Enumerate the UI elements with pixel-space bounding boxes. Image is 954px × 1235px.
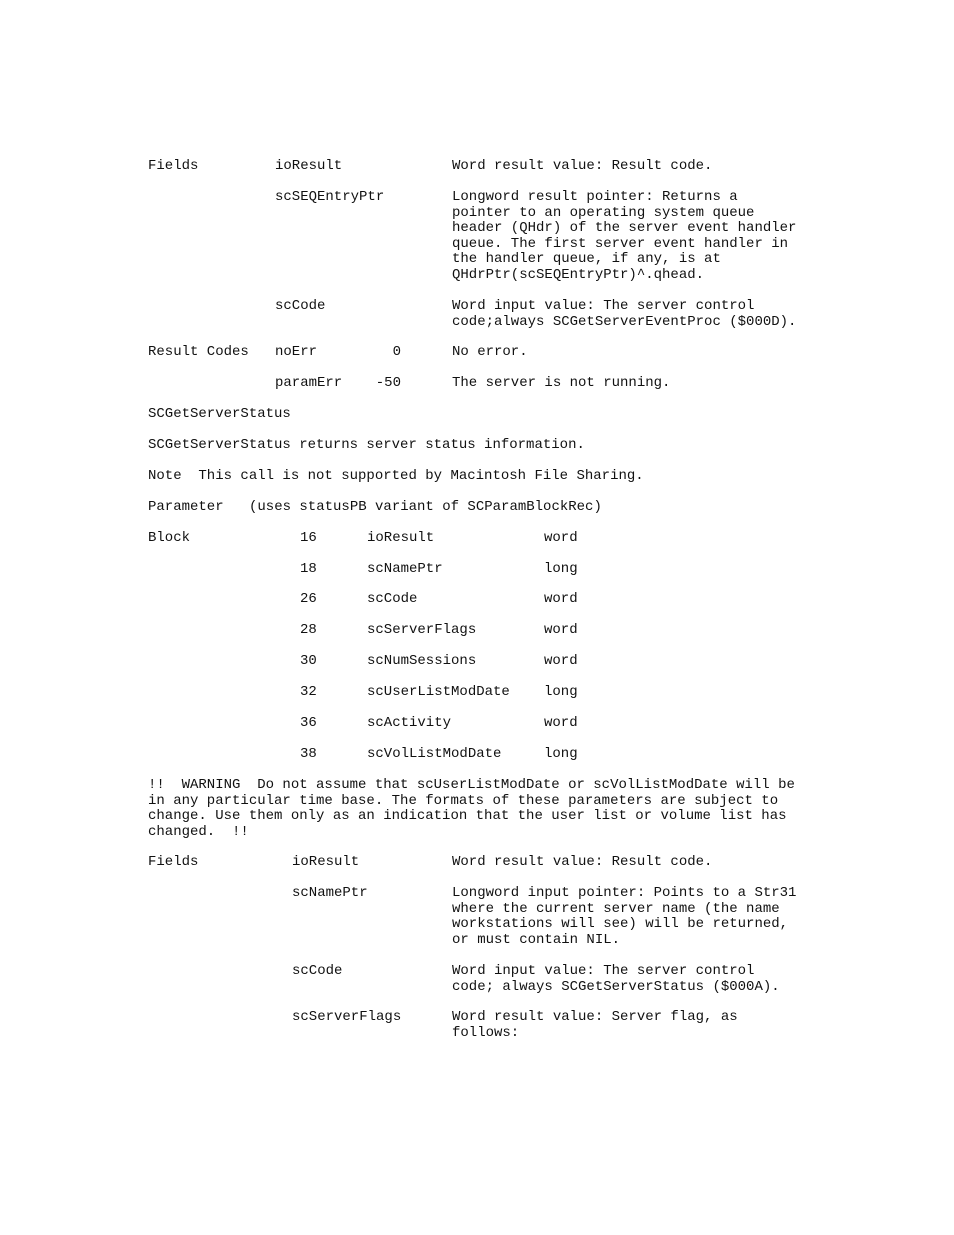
result-code-name: noErr: [275, 344, 318, 360]
block-type: word: [544, 653, 578, 669]
field-name: scNamePtr: [292, 885, 368, 901]
field-desc: Word result value: Result code.: [452, 854, 713, 870]
block-field: ioResult: [367, 530, 435, 546]
block-type: long: [544, 561, 578, 577]
block-field: scUserListModDate: [367, 684, 510, 700]
block-offset: 28: [300, 622, 317, 638]
field-name: scCode: [275, 298, 326, 314]
field-desc: Longword input pointer: Points to a Str31 where the current server name (the name workstations will see) will be returned, or must contain NIL.: [452, 885, 797, 948]
block-offset: 36: [300, 715, 317, 731]
block-type: long: [544, 684, 578, 700]
section-title: SCGetServerStatus: [148, 406, 291, 422]
result-codes-label: Result Codes: [148, 344, 249, 360]
block-type: word: [544, 622, 578, 638]
field-desc: Word result value: Result code.: [452, 158, 713, 174]
block-offset: 16: [300, 530, 317, 546]
block-type: word: [544, 715, 578, 731]
result-code-name: paramErr: [275, 375, 343, 391]
field-desc: Longword result pointer: Returns a pointer to an operating system queue header (QHdr) of the server event handler queue. The first server event handler in the handler queue, if any, is at QHdrPtr(scSEQEntryPtr)^.qhead.: [452, 189, 797, 283]
block-offset: 38: [300, 746, 317, 762]
field-desc: Word input value: The server control code; always SCGetServerStatus ($000A).: [452, 963, 780, 995]
block-type: word: [544, 591, 578, 607]
block-type: word: [544, 530, 578, 546]
block-offset: 32: [300, 684, 317, 700]
result-code-desc: No error.: [452, 344, 528, 360]
fields-label: Fields: [148, 158, 199, 174]
note-text: Note This call is not supported by Macintosh File Sharing.: [148, 468, 644, 484]
result-code-value: 0: [392, 344, 401, 360]
field-name: scServerFlags: [292, 1009, 402, 1025]
result-code-desc: The server is not running.: [452, 375, 671, 391]
block-offset: 18: [300, 561, 317, 577]
block-field: scServerFlags: [367, 622, 477, 638]
parameter-label: Parameter: [148, 499, 224, 515]
field-desc: Word input value: The server control code;always SCGetServerEventProc ($000D).: [452, 298, 797, 330]
block-field: scCode: [367, 591, 418, 607]
result-code-value: -50: [375, 375, 401, 391]
block-field: scNamePtr: [367, 561, 443, 577]
field-name: scCode: [292, 963, 343, 979]
field-name: ioResult: [292, 854, 360, 870]
block-type: long: [544, 746, 578, 762]
field-name: ioResult: [275, 158, 343, 174]
field-name: scSEQEntryPtr: [275, 189, 385, 205]
field-desc: Word result value: Server flag, as follows:: [452, 1009, 738, 1041]
block-label: Block: [148, 530, 191, 546]
parameter-text: (uses statusPB variant of SCParamBlockRec): [249, 499, 602, 515]
intro-text: SCGetServerStatus returns server status information.: [148, 437, 585, 453]
block-field: scActivity: [367, 715, 452, 731]
warning-text: !! WARNING Do not assume that scUserListModDate or scVolListModDate will be in any particular time base. The formats of these parameters are subject to change. Use them only as an indication that the user list or volume list has changed. !!: [148, 777, 795, 840]
block-offset: 26: [300, 591, 317, 607]
block-field: scVolListModDate: [367, 746, 502, 762]
block-offset: 30: [300, 653, 317, 669]
block-field: scNumSessions: [367, 653, 477, 669]
fields-label: Fields: [148, 854, 199, 870]
